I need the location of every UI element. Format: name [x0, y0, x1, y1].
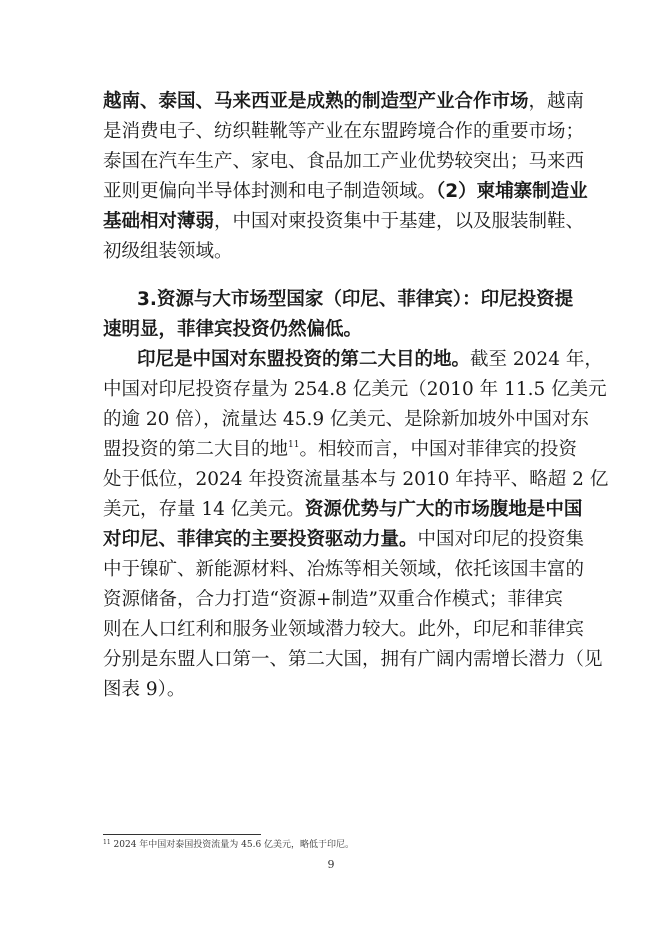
text-line	[103, 210, 585, 234]
page-number: 9	[327, 858, 335, 871]
footnote-ref: 11	[288, 440, 300, 450]
text-line	[103, 180, 588, 204]
footnote-rule	[103, 834, 261, 835]
bold-text: 对印尼、菲律宾的主要投资驱动力量。	[103, 529, 418, 550]
footnote-number: 11	[103, 839, 111, 846]
text-line	[103, 378, 607, 402]
text-span: 分别是东盟人口第一、第二大国，拥有广阔内需增长潜力（见	[103, 649, 603, 670]
text-line	[103, 468, 609, 492]
text-line	[137, 288, 574, 312]
text-line	[103, 318, 559, 342]
text-line	[103, 120, 585, 144]
text-span: 亚则更偏向半导体封测和电子制造领域。	[103, 181, 437, 202]
footnote-text: 2024 年中国对泰国投资流量为 45.6 亿美元，略低于印尼。	[113, 840, 355, 850]
bold-text: 印尼是中国对东盟投资的第二大目的地。	[137, 349, 471, 370]
text-span: 处于低位，2024 年投资流量基本与 2010 年持平、略超 2 亿	[103, 469, 609, 490]
text-line	[103, 150, 585, 174]
bold-text: 越南、泰国、马来西亚是成熟的制造型产业合作市场	[103, 91, 529, 112]
text-line	[103, 618, 585, 642]
text-line	[103, 498, 583, 522]
text-span: 中国对印尼投资存量为 254.8 亿美元（2010 年 11.5 亿美元	[103, 379, 607, 400]
text-span: ，越南	[528, 91, 585, 112]
bold-text: 3.资源与大市场型国家（印尼、菲律宾）：印尼投资提	[137, 289, 574, 310]
text-span: 泰国在汽车生产、家电、食品加工产业优势较突出；马来西	[103, 151, 585, 172]
text-span: 的逾 20 倍），流量达 45.9 亿美元、是除新加坡外中国对东	[103, 409, 590, 430]
text-line	[103, 648, 603, 672]
text-span: 图表 9）。	[103, 679, 186, 700]
text-span: 中于镍矿、新能源材料、冶炼等相关领域，依托该国丰富的	[103, 559, 585, 580]
text-span: 截至 2024 年，	[470, 349, 603, 370]
bold-text: 资源优势与广大的市场腹地是中国	[304, 499, 583, 520]
text-line	[103, 438, 577, 462]
text-span: 中国对印尼的投资集	[417, 529, 585, 550]
text-span: 是消费电子、纺织鞋靴等产业在东盟跨境合作的重要市场；	[103, 121, 585, 142]
text-line	[103, 558, 585, 582]
text-span: 资源储备，合力打造“资源+制造”双重合作模式；菲律宾	[103, 589, 563, 610]
text-line	[103, 588, 563, 612]
bold-text: 速明显，菲律宾投资仍然偏低。	[103, 319, 363, 340]
footnote	[103, 840, 354, 851]
text-span: 盟投资的第二大目的地	[103, 439, 289, 460]
bold-text: 基础相对薄弱	[103, 211, 215, 232]
text-span: 。相较而言，中国对菲律宾的投资	[299, 439, 577, 460]
text-span: 则在人口红利和服务业领域潜力较大。此外，印尼和菲律宾	[103, 619, 585, 640]
text-line	[103, 90, 585, 114]
text-line	[137, 348, 603, 372]
bold-text: （2）柬埔寨制造业	[436, 181, 588, 202]
text-line	[103, 678, 559, 702]
text-line	[103, 408, 590, 432]
text-span: ，中国对柬投资集中于基建，以及服装制鞋、	[214, 211, 585, 232]
text-line	[103, 528, 585, 552]
text-span: 初级组装领域。	[103, 241, 233, 262]
text-span: 美元，存量 14 亿美元。	[103, 499, 305, 520]
text-line	[103, 240, 559, 264]
